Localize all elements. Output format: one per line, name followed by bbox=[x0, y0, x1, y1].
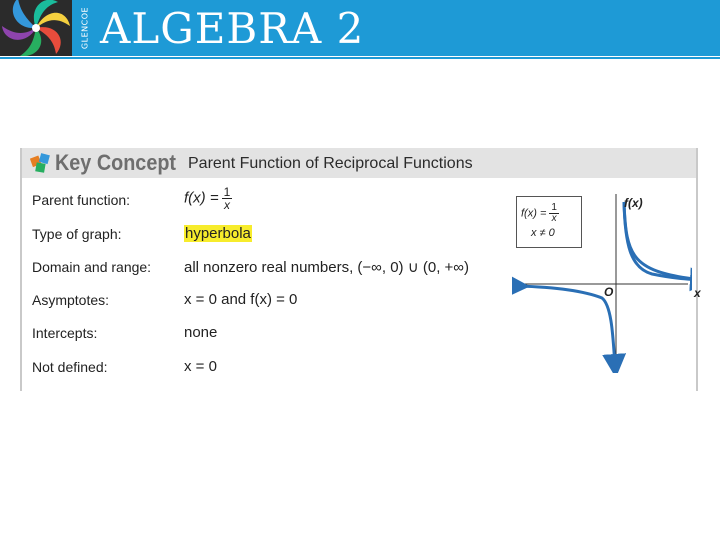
row-label-domain-range: Domain and range: bbox=[32, 259, 152, 275]
row-value-not-defined: x = 0 bbox=[184, 358, 217, 375]
curve-quadrant-1-line bbox=[625, 206, 692, 280]
row-label-not-defined: Not defined: bbox=[32, 359, 108, 375]
key-concept-title: Parent Function of Reciprocal Functions bbox=[188, 155, 473, 172]
highlighted-term: hyperbola bbox=[185, 225, 251, 242]
row-value-parent-function: f(x) = $\frac{1}{x}$ bbox=[184, 185, 231, 212]
row-value-intercepts: none bbox=[184, 324, 218, 341]
key-concept-header bbox=[22, 148, 696, 178]
row-value-domain-range: all nonzero real numbers, (−∞, 0) ∪ (0, +∞) bbox=[184, 259, 469, 276]
banner-divider bbox=[0, 57, 720, 59]
curve-quadrant-1 bbox=[624, 202, 692, 280]
x-axis-label: x bbox=[694, 286, 701, 300]
key-concept-box bbox=[20, 148, 701, 391]
row-label-asymptotes: Asymptotes: bbox=[32, 292, 110, 308]
key-concept-label: Key Concept bbox=[55, 150, 177, 175]
function-label-box: f(x) = $\frac{1}{x}$ x ≠ 0 bbox=[516, 196, 582, 248]
row-value-asymptotes: x = 0 and f(x) = 0 bbox=[184, 291, 298, 308]
reciprocal-graph bbox=[512, 188, 701, 373]
row-label-intercepts: Intercepts: bbox=[32, 325, 98, 341]
curve-left-branch bbox=[518, 286, 615, 366]
brand-logo: GLENCOE bbox=[80, 6, 90, 50]
puzzle-icon bbox=[30, 152, 52, 174]
fraction-one-over-x: $\frac{1}{x}$ bbox=[223, 185, 231, 212]
row-label-parent-function: Parent function: bbox=[32, 192, 131, 208]
origin-label: O bbox=[604, 285, 614, 299]
row-label-type-of-graph: Type of graph: bbox=[32, 226, 122, 242]
swirl-logo-icon bbox=[0, 0, 72, 56]
header-banner bbox=[0, 0, 720, 56]
row-value-type-of-graph bbox=[184, 225, 252, 242]
y-axis-label: f(x) bbox=[624, 196, 643, 210]
course-title: ALGEBRA 2 bbox=[100, 4, 365, 53]
curve-right-branch bbox=[624, 202, 692, 280]
